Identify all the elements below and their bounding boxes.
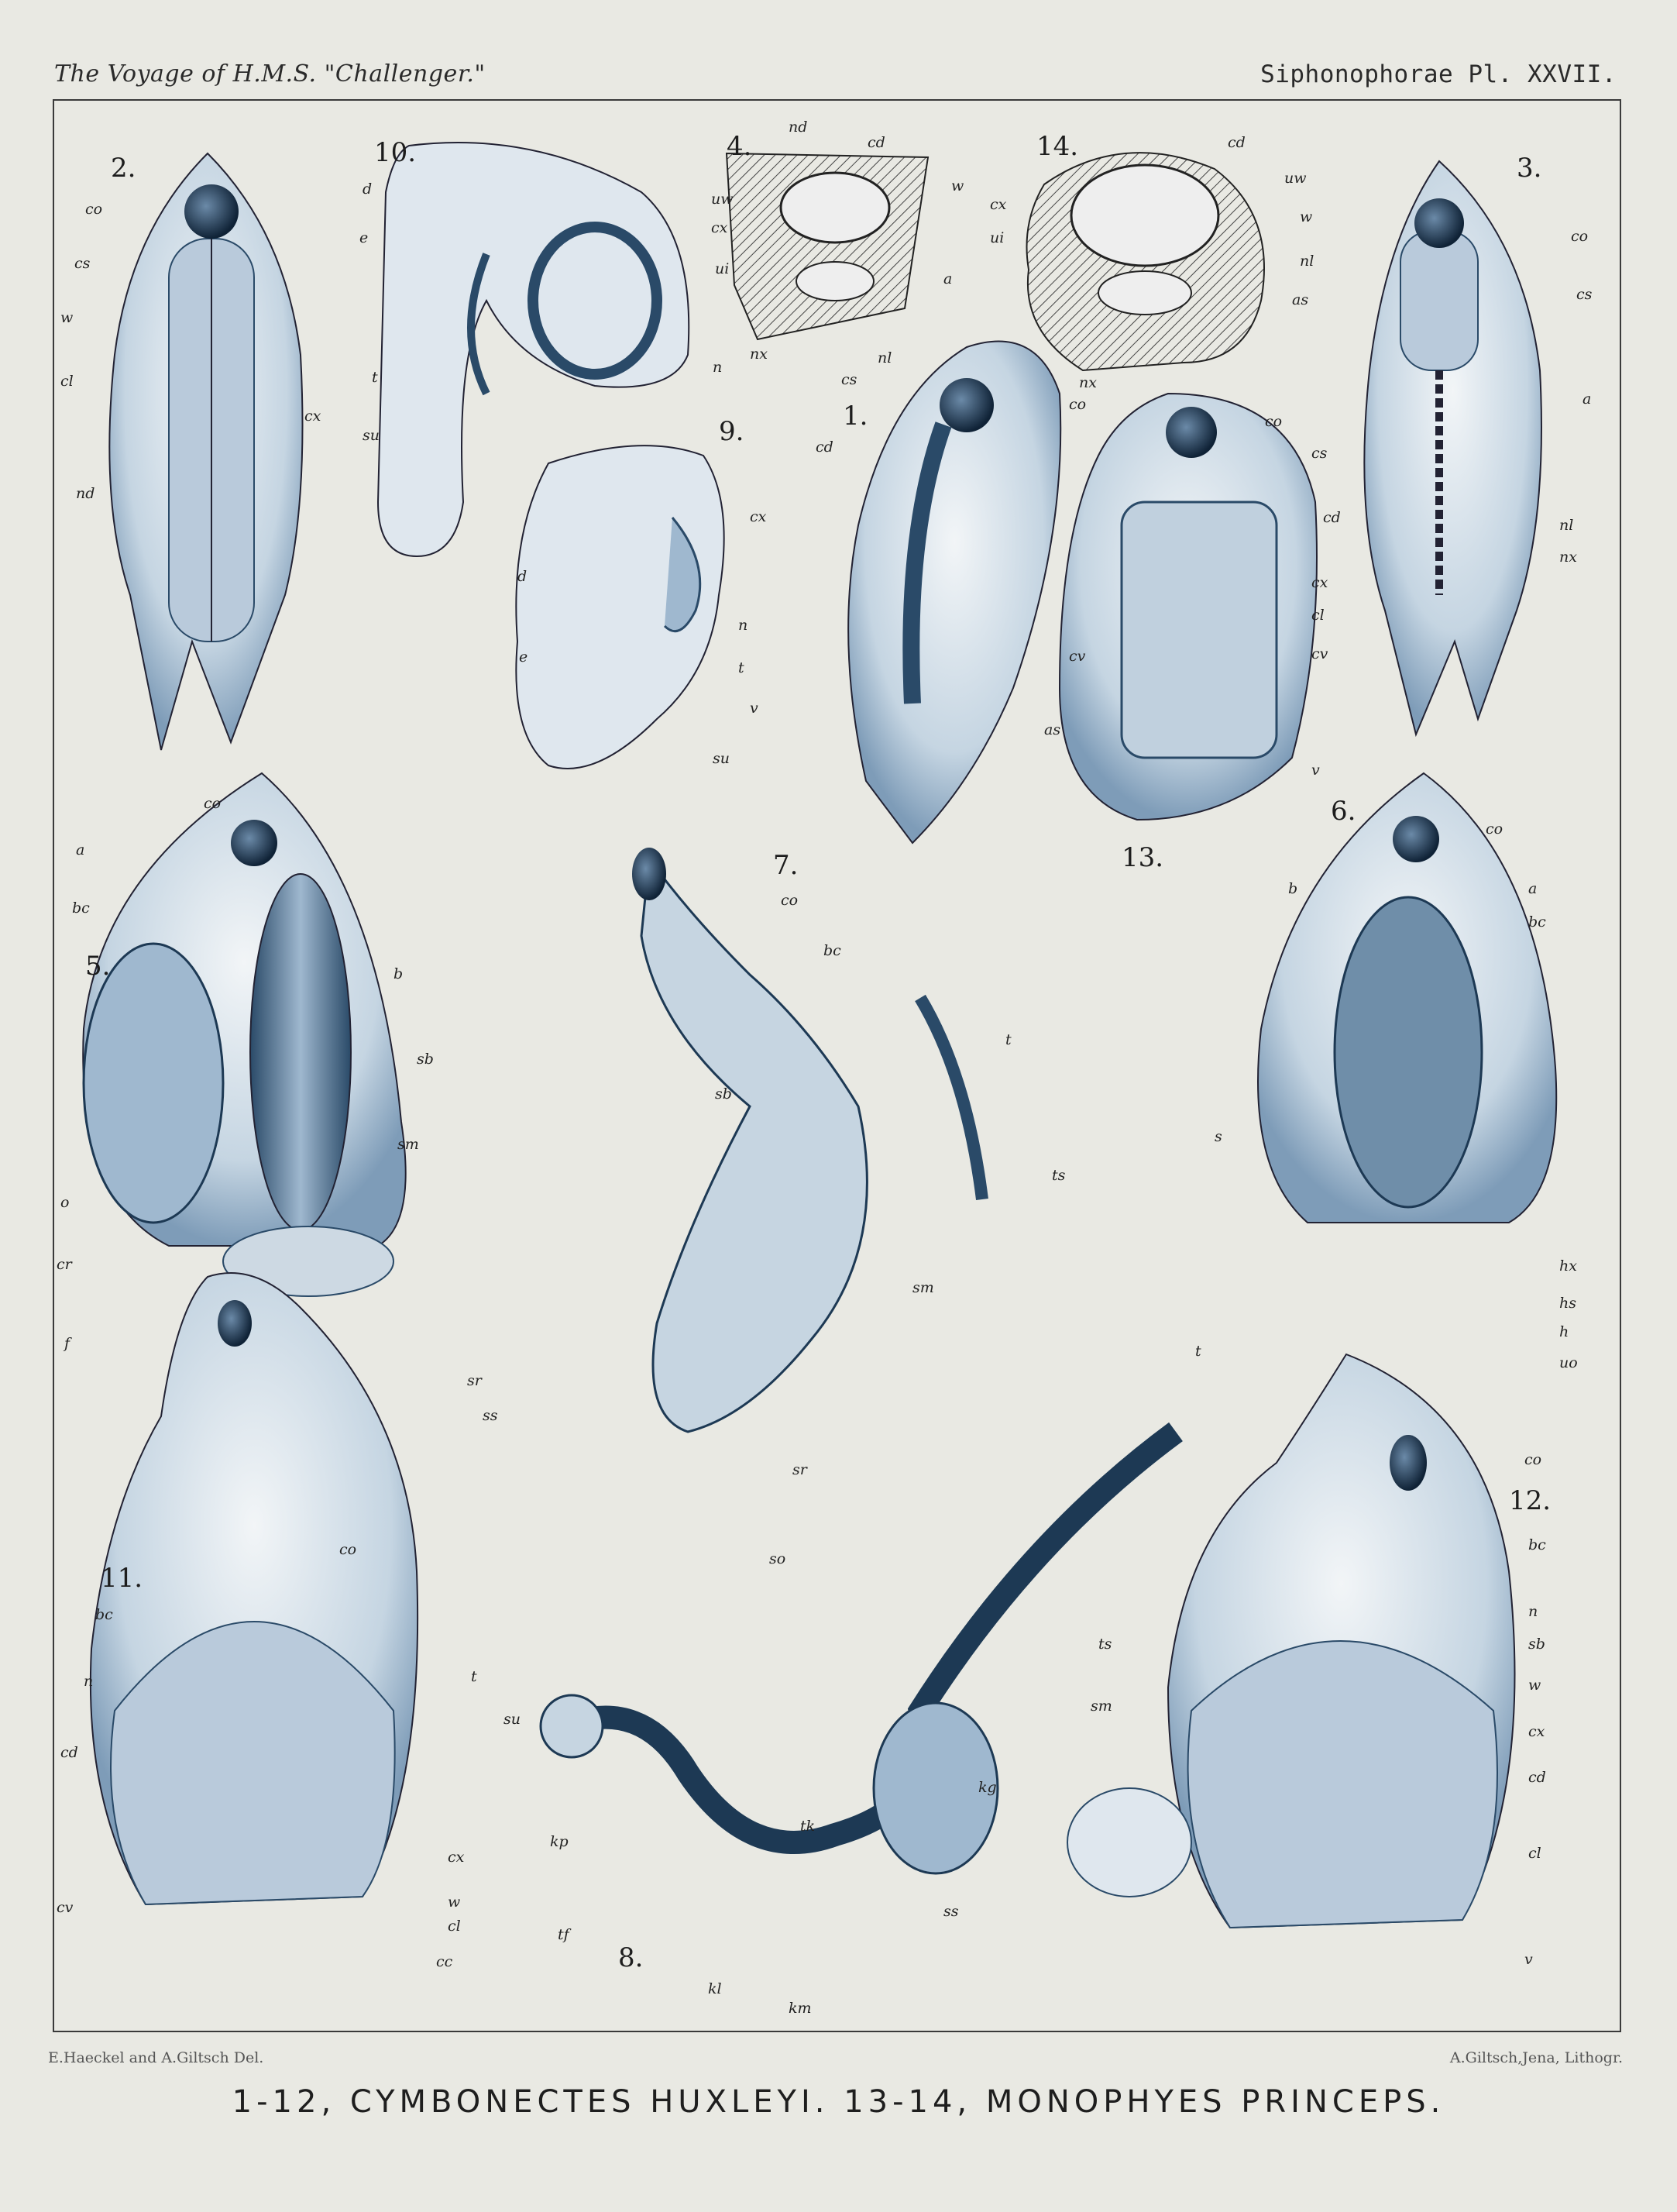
fig6-label-co: co [1486, 820, 1503, 838]
figure-14 [1027, 153, 1265, 370]
fig12-label-sm: sm [1091, 1698, 1112, 1715]
fig5-label-b: b [393, 965, 404, 982]
fig11-label-cv: cl [448, 1918, 461, 1935]
fig7-label-t: t [1005, 1031, 1012, 1048]
fig4-label-uw: uw [711, 191, 734, 208]
fig7-label-ts: ts [1052, 1167, 1066, 1184]
fig-num-10: 10. [374, 137, 417, 168]
credit-artists: E.Haeckel and A.Giltsch Del. [48, 2049, 264, 2066]
fig13-label-cx: cx [1311, 574, 1328, 591]
fig14-label-as: as [1292, 291, 1309, 308]
fig12-label-bc: bc [1528, 1536, 1546, 1553]
fig9-label-e: e [519, 648, 528, 666]
fig14-label-cd: cd [1228, 134, 1246, 151]
fig4-label-a: a [943, 270, 953, 287]
fig8-label-kl: kl [708, 1980, 722, 1997]
fig4-label-ui: ui [715, 260, 730, 277]
credit-lithographer: A.Giltsch,Jena, Lithogr. [1449, 2049, 1623, 2066]
fig1-label-cx: cx [750, 508, 767, 525]
fig-num-5: 5. [85, 951, 111, 982]
fig13-label-as: as [1044, 721, 1061, 738]
fig6-label-bc: bc [1528, 913, 1546, 931]
fig11-label-n: n [84, 1673, 94, 1690]
fig1-label-co: co [1069, 396, 1087, 413]
fig7-label-co: co [781, 892, 799, 909]
fig-num-12: 12. [1509, 1485, 1552, 1516]
fig7-label-so: so [769, 1550, 786, 1567]
fig12-label-v: v [1524, 1951, 1533, 1968]
fig5-label-bc: bc [72, 900, 90, 917]
fig7-label-sm: sm [912, 1279, 934, 1296]
figure-12 [1067, 1354, 1515, 1928]
fig14-label-w: w [1300, 208, 1313, 225]
fig12-label-sb: sb [1528, 1636, 1545, 1653]
figure-6 [1258, 773, 1556, 1223]
fig13-label-co: co [1265, 413, 1283, 430]
fig5-label-o: o [60, 1194, 70, 1211]
fig8-label-kg: kg [978, 1779, 997, 1796]
fig10-label-e: e [359, 229, 369, 246]
fig5-label-ss: ss [483, 1407, 498, 1424]
fig7-label-sb: sb [715, 1085, 732, 1103]
fig9-label-t: t [738, 659, 744, 676]
fig11-label-cd: cd [60, 1744, 78, 1761]
fig5-label-sr: sr [467, 1372, 482, 1389]
fig6-label-t: t [1195, 1343, 1201, 1360]
figure-9 [516, 445, 723, 769]
fig13-label-cd: cd [1323, 509, 1341, 526]
fig1-label-v: v [750, 700, 758, 717]
fig1-label-cv: cv [1069, 648, 1086, 665]
fig13-label-cv: cv [1311, 645, 1328, 662]
fig6-label-b: b [1288, 880, 1298, 897]
figure-5 [83, 773, 405, 1296]
fig12-label-w: w [1528, 1677, 1541, 1694]
fig13-label-cs: cs [1311, 445, 1328, 462]
fig12-label-cl: cl [1528, 1845, 1541, 1862]
fig-num-9: 9. [719, 416, 744, 447]
fig4-label-nx: nx [750, 346, 768, 363]
fig-num-6: 6. [1331, 796, 1356, 827]
fig11-label-bc: bc [95, 1606, 113, 1623]
fig-num-14: 14. [1036, 131, 1079, 162]
fig-num-4: 4. [727, 131, 752, 162]
plate-caption: 1-12, CYMBONECTES HUXLEYI. 13-14, MONOPHYES PRINCEPS. [232, 2084, 1445, 2120]
fig9-label-n: n [738, 617, 748, 634]
fig3-label-nx: nx [1559, 549, 1577, 566]
fig2-label-w: w [60, 309, 74, 326]
fig-num-2: 2. [111, 153, 136, 184]
fig6-label-a: a [1528, 880, 1538, 897]
fig11-label-co: co [339, 1541, 357, 1558]
figure-7 [632, 848, 982, 1432]
fig1-label-cs: cs [841, 371, 857, 388]
fig14-label-ui: ui [990, 229, 1005, 246]
fig5-label-sb: sb [417, 1051, 434, 1068]
fig8-label-tf: tf [558, 1926, 569, 1943]
header-right-title: Siphonophorae Pl. XXVII. [1260, 60, 1617, 88]
fig6-label-hs: hs [1559, 1295, 1576, 1312]
fig7-label-bc: bc [823, 942, 841, 959]
fig3-label-a: a [1582, 390, 1592, 408]
fig11-label-cl: cv [57, 1899, 74, 1916]
fig2-label-co: co [85, 201, 103, 218]
fig8-label-ts: ts [1098, 1636, 1112, 1653]
fig-num-7: 7. [773, 850, 799, 881]
figure-8 [541, 1432, 1176, 1873]
fig11-label-cc: cc [436, 1953, 453, 1970]
fig8-label-kp: kp [550, 1833, 569, 1850]
fig12-label-cx: cx [1528, 1723, 1545, 1740]
fig5-label-sm: sm [397, 1136, 419, 1153]
fig-num-13: 13. [1122, 842, 1164, 873]
fig7-label-sr: sr [792, 1461, 807, 1478]
fig14-label-nl: nl [1300, 253, 1314, 270]
fig11-label-w: w [448, 1894, 461, 1911]
fig4-label-cd: cd [868, 134, 885, 151]
fig5-label-cr: cr [57, 1256, 72, 1273]
fig10-label-d: d [363, 181, 373, 198]
fig11-label-su: su [503, 1711, 521, 1728]
fig-num-8: 8. [618, 1942, 644, 1973]
fig4-label-nl: nl [878, 349, 892, 366]
fig9-label-su: su [713, 750, 730, 767]
fig14-label-uw: uw [1284, 170, 1307, 187]
illustration-plate [53, 99, 1621, 2032]
fig4-label-cx: cx [711, 219, 728, 236]
fig5-label-co: co [204, 795, 222, 812]
fig4-label-nd: nd [789, 119, 808, 136]
fig8-label-tk: tk [800, 1818, 816, 1835]
fig2-label-cs: cs [74, 255, 91, 272]
fig11-label-t: t [471, 1668, 477, 1685]
fig12-label-n: n [1528, 1603, 1538, 1620]
fig3-label-nl: nl [1559, 517, 1574, 534]
fig-num-1: 1. [843, 401, 868, 432]
fig11-label-cx: cx [448, 1849, 465, 1866]
figure-13 [1060, 394, 1317, 820]
fig4-label-w: w [951, 177, 964, 194]
fig6-label-s: s [1215, 1128, 1222, 1145]
fig10-label-n: n [713, 359, 723, 376]
fig10-label-t: t [372, 369, 378, 386]
fig6-label-hx: hx [1559, 1257, 1577, 1275]
figure-2 [109, 153, 302, 750]
header-left-title: The Voyage of H.M.S. "Challenger." [54, 60, 486, 88]
fig1-label-cd: cd [816, 439, 833, 456]
fig-num-11: 11. [101, 1563, 143, 1594]
fig13-label-v: v [1311, 762, 1320, 779]
fig2-label-cx: cx [304, 408, 321, 425]
fig2-label-nd: nd [76, 485, 95, 502]
fig6-label-uo: uo [1559, 1354, 1578, 1371]
fig3-label-co: co [1571, 228, 1589, 245]
figure-4 [727, 153, 928, 339]
fig10-label-su: su [363, 427, 380, 444]
fig3-label-cs: cs [1576, 286, 1593, 303]
fig14-label-cx: cx [990, 196, 1007, 213]
fig9-label-d: d [517, 568, 527, 585]
fig-num-3: 3. [1517, 153, 1542, 184]
fig13-label-cl: cl [1311, 607, 1325, 624]
fig5-label-a: a [76, 841, 85, 858]
fig8-label-km: km [789, 2000, 812, 2017]
fig14-label-nx: nx [1079, 374, 1097, 391]
fig12-label-co: co [1524, 1451, 1542, 1468]
fig12-label-cd: cd [1528, 1769, 1546, 1786]
fig8-label-ss: ss [943, 1903, 959, 1920]
fig2-label-cl: cl [60, 373, 74, 390]
fig5-label-f: f [64, 1335, 70, 1352]
figure-1 [848, 342, 1060, 844]
fig6-label-h: h [1559, 1323, 1569, 1340]
figure-3 [1364, 161, 1541, 734]
